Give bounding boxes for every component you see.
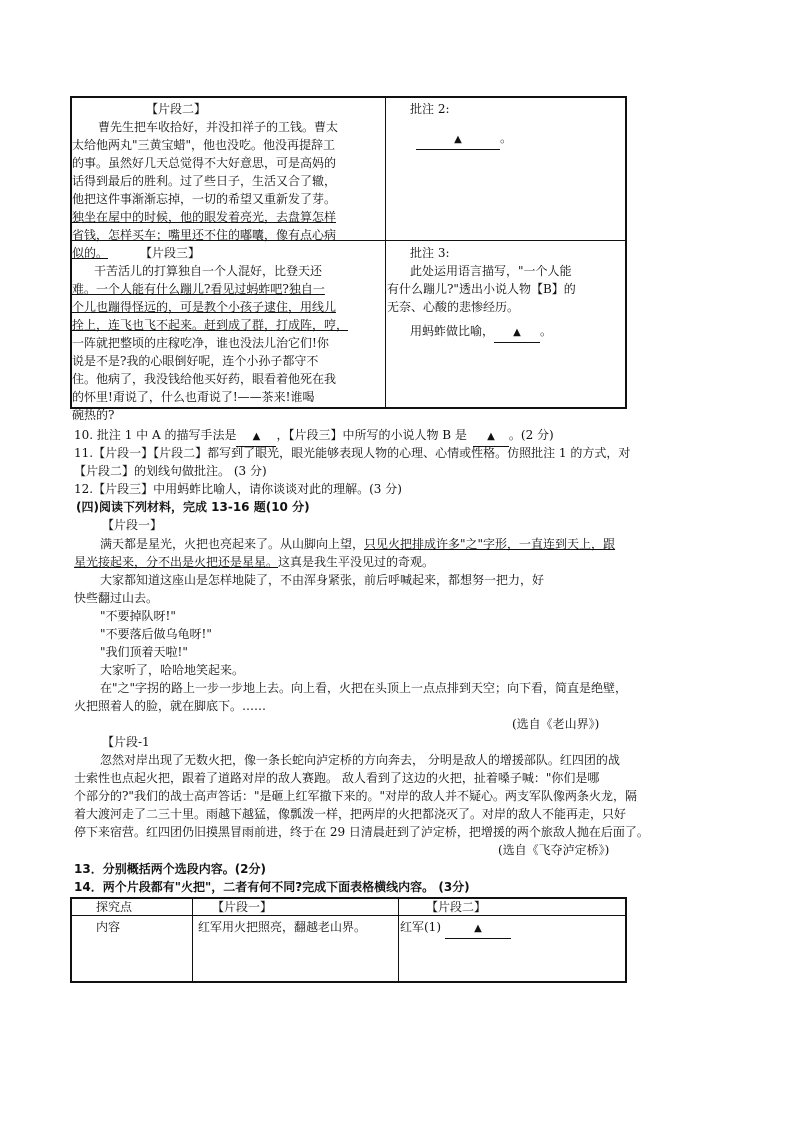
triangle-icon: ▲ [252,431,261,442]
passage2-line: 着大渡河走了二三十里。雨越下越猛，像瓢泼一样，把两岸的火把都浇灭了。对岸的敌人不能再走，只好 [74,807,627,821]
table-cell-content-label: 内容 [96,920,121,934]
comparison-table-col-divider [192,897,193,983]
passage1-line: 满天都是星光，火把也亮起来了。从山脚向上望，只见火把排成许多"之"字形，一直连到天上，跟 [100,537,616,551]
annotation-table-divider [385,96,386,409]
passage1-source: (选自《老山界》) [512,717,600,731]
table-header-fragment2: 【片段二】 [426,900,487,914]
fragment2-line: 曹先生把车收拾好，并没扣祥子的工钱。曹太 [98,120,339,134]
fragment3-line: 住。他病了，我没钱给他买好药，眼看着他死在我 [72,372,337,386]
passage2-line: 士索性也点起火把，跟着了道路对岸的敌人赛跑。 敌人看到了这边的火把，扯着嗓子喊："你们是哪 [74,771,600,785]
fragment3-underlined-line: 拴上，连飞也飞不起来。赶到成了群，打成阵，哼， [72,318,349,332]
passage1-underlined-text: 星光接起来，分不出是火把还是星星。 [74,555,279,569]
table-cell-fragment2-label: 红军(1) [400,920,441,934]
fragment3-line: 碗热的? [72,408,115,422]
fragment3-line: 难。一个人能有什么蹦儿?看见过蚂蚱吧?独自一 [72,282,325,296]
passage2-head: 【片段-1 [102,735,150,749]
fragment2-line: 他把这件事渐渐忘掉，一切的希望又重新发了芽。 [72,192,337,206]
fragment3-line: 一阵就把整顷的庄稼吃净，谁也没法儿治它们!你 [72,336,329,350]
question-11-line2: 【片段二】的划线句做批注。 (3 分) [74,464,267,478]
passage1-line: 星光接起来，分不出是火把还是星星。这真是我生平没见过的奇观。 [74,555,435,569]
question-12: 12.【片段三】中用蚂蚱比喻人，请你谈谈对此的理解。(3 分) [74,482,402,496]
annotation3-head: 批注 3: [410,246,450,260]
passage2-source: (选自《飞夺泸定桥》) [498,843,610,857]
passage1-quote: "我们顶着天啦!" [100,645,188,659]
question-10-text: ，【片段三】中所写的小说人物 B 是 [276,428,467,442]
fragment2-line: 太给他两丸"三黄宝蜡"，他也没吃。他没再提辞工 [72,138,336,152]
question-11-line1: 11.【片段一】【片段二】都写到了眼光，眼光能够表现人物的心理、心情或性格。仿照批注 1 的方式，对 [74,446,631,460]
fragment2-head: 【片段二】 [146,102,207,116]
passage1-line: 在"之"字拐的路上一步一步地上去。向上看，火把在头顶上一点点排到天空；向下看，简直是绝壁， [100,681,628,695]
annotation3-metaphor-label: 用蚂蚱做比喻， [410,324,495,338]
triangle-icon: ▲ [474,923,482,934]
fragment2-underlined-line: 独坐在屋中的时候，他的眼发着亮光，去盘算怎样 [72,210,337,224]
triangle-icon: ▲ [454,134,462,145]
table-header-probe: 探究点 [96,900,133,914]
passage1-line: 火把照着人的脸，就在脚底下。…… [74,699,267,713]
annotation3-line: 无奈、心酸的悲惨经历。 [387,300,520,314]
question-13: 13．分别概括两个选段内容。(2分) [74,862,267,876]
fragment3-line: 的怀里!甭说了，什么也甭说了!——茶来!谁喝 [72,390,315,404]
fragment3-text [72,262,348,424]
triangle-icon: ▲ [513,327,521,338]
comparison-table-header-divider [70,915,627,916]
annotation3-line: 此处运用语言描写，"一个人能 [410,264,572,278]
triangle-icon: ▲ [487,431,495,442]
annotation2-period: 。 [500,131,513,145]
table-header-fragment1: 【片段一】 [212,900,273,914]
annotation2-head: 批注 2: [410,102,450,116]
comparison-table-col-divider [398,897,399,983]
question-10-text: 10. 批注 1 中 A 的描写手法是 [74,428,237,442]
question-10-text: 。(2 分) [508,428,554,442]
passage1-quote: "不要落后做乌龟呀!" [100,627,212,641]
passage1-line: 大家听了，哈哈地笑起来。 [100,663,245,677]
annotation2-answer-blank[interactable] [416,129,512,150]
annotation3-line: 有什么蹦儿?"透出小说人物【B】的 [387,282,576,296]
table-cell-fragment1: 红军用火把照亮，翻越老山界。 [198,920,367,934]
section-4-heading: (四)阅读下列材料，完成 13-16 题(10 分) [76,500,310,514]
fragment2-text [72,118,338,262]
fragment2-underlined-line: 似的。 [72,246,109,260]
fragment2-line: 的事。虽然好几天总觉得不大好意思，可是高妈的 [72,156,337,170]
passage1-head: 【片段一】 [102,518,163,532]
passage1-line: 大家都知道这座山是怎样地陡了，不由浑身紧张，前后呼喊起来，都想努一把力，好 [100,573,545,587]
question-14: 14．两个片段都有"火把"，二者有何不同?完成下面表格横线内容。 (3分) [74,880,470,894]
fragment3-underlined-line: 个儿也蹦得怪远的，可是教个小孩子逮住，用线儿 [72,300,337,314]
fragment3-head: 【片段三】 [140,246,201,260]
annotation3-metaphor-line[interactable] [410,322,552,343]
passage1-underlined-text: 只见火把排成许多"之"字形，一直连到天上，跟 [364,537,616,551]
passage1-line: 快些翻过山去。 [74,591,159,605]
passage2-line: 忽然对岸出现了无数火把，像一条长蛇向泸定桥的方向奔去， 分明是敌人的增援部队。红四团的战 [100,753,620,767]
fragment3-line: 说是不是?我的心眼倒好呢，连个小孙子都守不 [72,354,319,368]
fragment2-underlined-line: 省钱，怎样买车；嘴里还不住的嘟囔，像有点心病 [72,228,337,242]
fragment2-line: 话得到最后的胜利。过了些日子，生活又合了辙， [72,174,337,188]
comparison-table [70,897,627,983]
passage2-line: 停下来宿营。红四团仍旧摸黑冒雨前进，终于在 29 日清晨赶到了泸定桥，把增援的两个旅敌人抛在后面了。 [74,825,649,839]
passage1-quote: "不要掉队呀!" [100,609,176,623]
table-cell-fragment2[interactable] [400,918,511,939]
passage2-line: 个部分的?"我们的战士高声答话："是砸上红军撤下来的。"对岸的敌人并不疑心。两支军队像两条火龙，隔 [74,789,637,803]
fragment3-line: 干苦活儿的打算独自一个人混好，比登天还 [94,264,323,278]
annotation3-period: 。 [540,324,553,338]
